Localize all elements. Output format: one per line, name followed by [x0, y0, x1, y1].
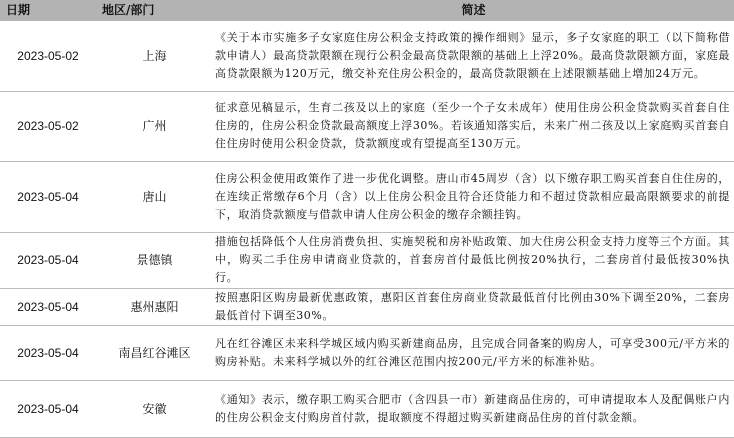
row-description: 凡在红谷滩区未来科学城区域内购买新建商品房，且完成合同备案的购房人，可享受300元/平方米的购房补贴。未来科学城以外的红谷滩区范围内按200元/平方米的标准补贴。 — [215, 336, 730, 368]
row-date: 2023-05-04 — [17, 401, 79, 416]
row-region: 广州 — [142, 119, 167, 133]
row-region: 上海 — [142, 48, 167, 63]
row-description: 住房公积金使用政策作了进一步优化调整。唐山市45周岁（含）以下缴存职工购买首套自住住房的，在连续正常缴存6个月（含）以上住房公积金且符合还贷能力和不超过贷款相应最高限额要求的前提下，取消贷款额度与借款申请人住房公积金的缴存余额挂钩。 — [215, 171, 730, 221]
row-description: 按照惠阳区购房最新优惠政策，惠阳区首套住房商业贷款最低首付比例由30%下调至20%，二套房最低首付下调至30%。 — [215, 290, 730, 322]
row-description: 《通知》表示，缴存职工购买合肥市（含四县一市）新建商品住房的，可申请提取本人及配偶账户内的住房公积金支付购房首付款，提取额度不得超过购买新建商品住房的首付款金额。 — [215, 392, 730, 424]
row-region: 惠州惠阳 — [130, 299, 179, 314]
row-description: 《关于本市实施多子女家庭住房公积金支持政策的操作细则》显示，多子女家庭的职工（以下简称借款申请人）最高贷款限额在现行公积金最高贷款限额的基础上上浮20%。最高贷款限额方面，家庭最高贷款限额为120万元，缴交补充住房公积金的，最高贷款限额在上述限额基础上增加24万元。 — [215, 30, 730, 80]
header-description: 简述 — [461, 3, 486, 17]
table-row — [0, 288, 734, 325]
table-row — [0, 91, 734, 161]
row-region: 唐山 — [142, 189, 167, 204]
row-description: 措施包括降低个人住房消费负担、实施契税和房补贴政策、加大住房公积金支持力度等三个方面。其中，购买二手住房申请商业贷款的，首套房首付最低比例按20%执行，二套房首付最低按30%执行。 — [215, 235, 730, 284]
table-header-row — [0, 0, 734, 21]
table-row — [0, 325, 734, 380]
row-date: 2023-05-02 — [17, 119, 79, 133]
row-region: 安徽 — [142, 401, 167, 416]
table-row — [0, 232, 734, 288]
row-date: 2023-05-04 — [17, 345, 79, 360]
table-row — [0, 161, 734, 232]
table-row — [0, 21, 734, 91]
row-date: 2023-05-02 — [17, 48, 79, 63]
row-region: 南昌红谷滩区 — [118, 345, 191, 360]
table-row — [0, 380, 734, 437]
row-date: 2023-05-04 — [17, 189, 79, 204]
header-region: 地区/部门 — [102, 3, 155, 17]
row-region: 景德镇 — [136, 253, 173, 267]
row-date: 2023-05-04 — [17, 299, 79, 314]
row-date: 2023-05-04 — [17, 253, 79, 267]
header-date: 日期 — [6, 3, 31, 17]
row-description: 征求意见稿显示，生育二孩及以上的家庭（至少一个子女未成年）使用住房公积金贷款购买首套自住住房的，住房公积金贷款最高额度上浮30%。若该通知落实后，未来广州二孩及以上家庭购买首套自住住房时使用公积金贷款，贷款额度或有望提高至130万元。 — [215, 101, 730, 150]
